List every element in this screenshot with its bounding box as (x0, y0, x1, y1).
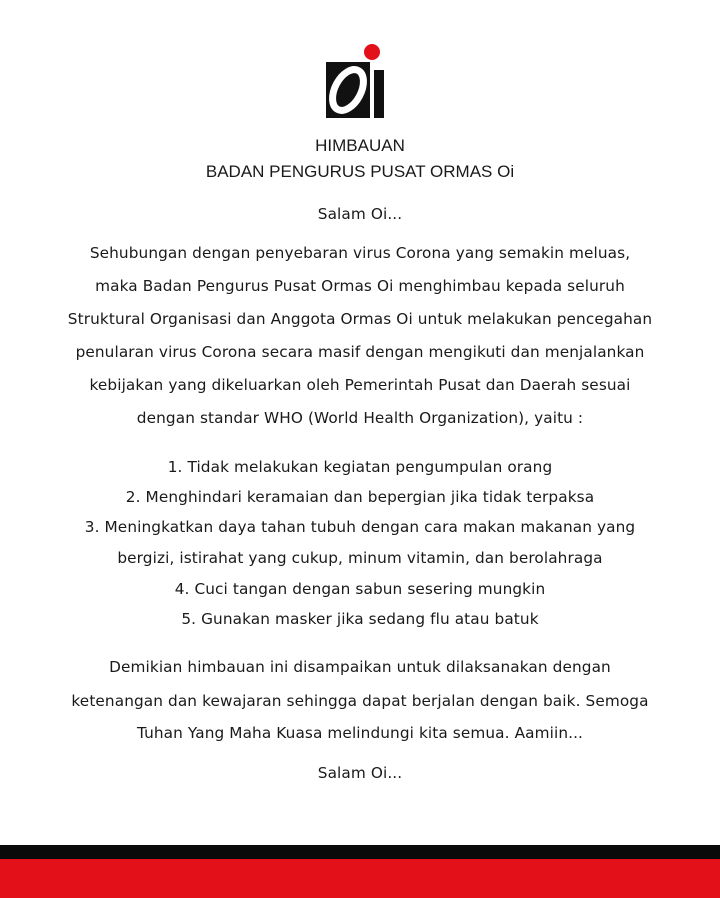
logo-i-stem (374, 70, 384, 118)
footer-black-bar (0, 845, 720, 859)
signoff: Salam Oi... (317, 764, 403, 782)
intro-line: Struktural Organisasi dan Anggota Ormas Oi untuk melakukan pencegahan (67, 310, 653, 328)
point-item: 2. Menghindari keramaian dan bepergian jika tidak terpaksa (125, 488, 595, 506)
oi-logo (322, 42, 392, 120)
intro-line: kebijakan yang dikeluarkan oleh Pemerintah Pusat dan Daerah sesuai (89, 376, 631, 394)
logo-red-dot (364, 44, 380, 60)
point-item: 5. Gunakan masker jika sedang flu atau batuk (181, 610, 539, 628)
point-item: 1. Tidak melakukan kegiatan pengumpulan orang (167, 458, 553, 476)
intro-line: Sehubungan dengan penyebaran virus Corona yang semakin meluas, (89, 244, 631, 262)
closing-line: Demikian himbauan ini disampaikan untuk dilaksanakan dengan (109, 658, 611, 676)
point-item: 4. Cuci tangan dengan sabun sesering mungkin (174, 580, 546, 598)
greeting: Salam Oi... (317, 205, 403, 223)
footer-red-bar (0, 859, 720, 898)
point-item: bergizi, istirahat yang cukup, minum vitamin, dan berolahraga (117, 549, 603, 567)
title-line-2: BADAN PENGURUS PUSAT ORMAS Oi (205, 162, 515, 181)
closing-line: Tuhan Yang Maha Kuasa melindungi kita semua. Aamiin... (136, 724, 584, 742)
intro-line: dengan standar WHO (World Health Organization), yaitu : (136, 409, 584, 427)
point-item: 3. Meningkatkan daya tahan tubuh dengan cara makan makanan yang (84, 518, 636, 536)
intro-line: penularan virus Corona secara masif dengan mengikuti dan menjalankan (75, 343, 645, 361)
intro-line: maka Badan Pengurus Pusat Ormas Oi menghimbau kepada seluruh (95, 277, 625, 295)
title-line-1: HIMBAUAN (315, 136, 405, 155)
closing-line: ketenangan dan kewajaran sehingga dapat berjalan dengan baik. Semoga (71, 692, 649, 710)
